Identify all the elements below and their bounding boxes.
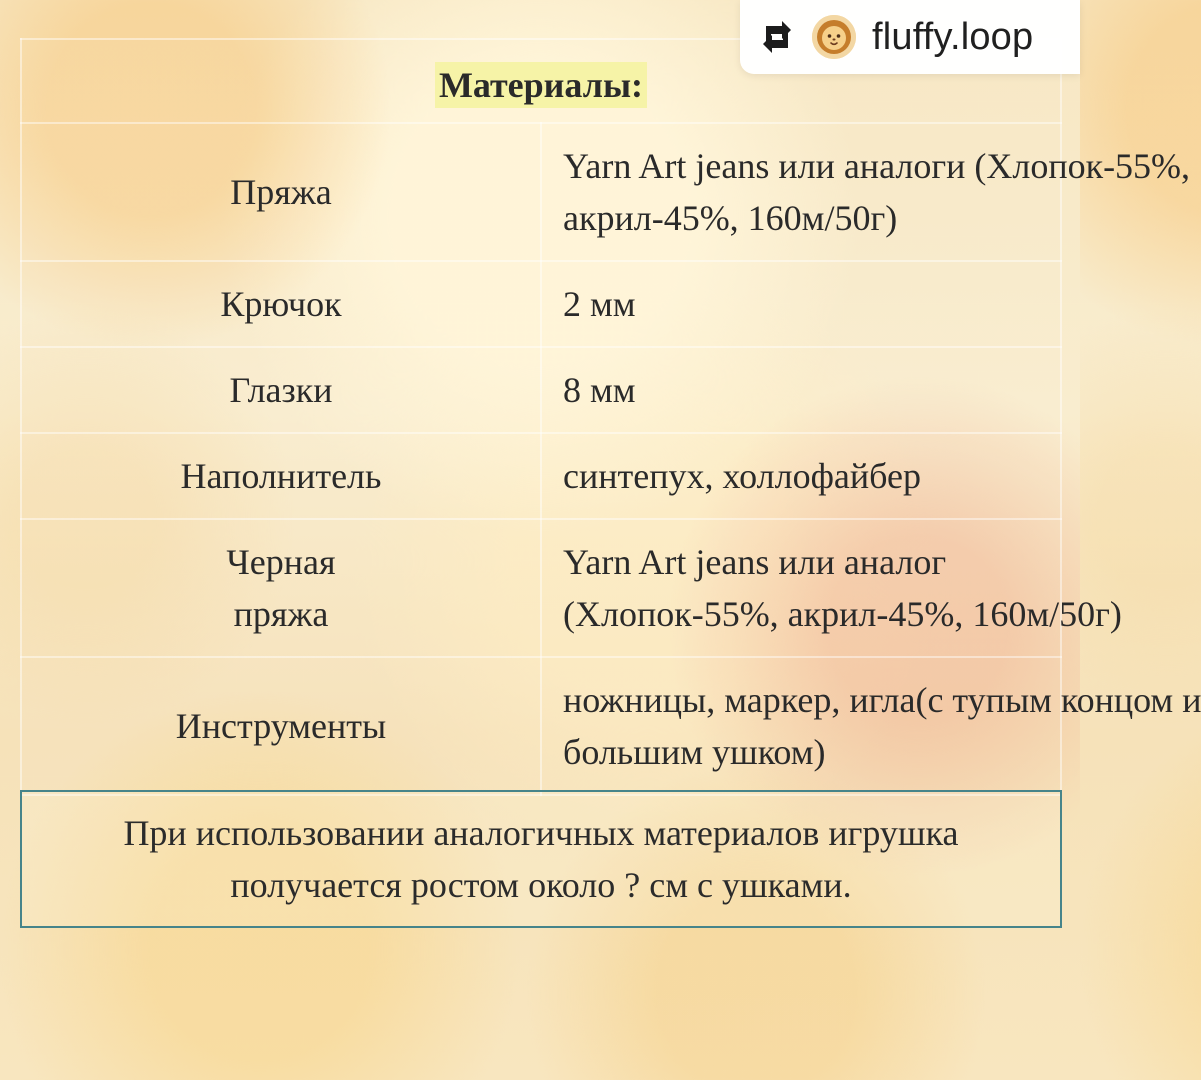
- material-value-cell: [541, 347, 1061, 433]
- material-label-cell: [21, 123, 541, 261]
- material-label: Инструменты: [175, 706, 387, 746]
- material-value-line: 2 мм: [563, 284, 636, 324]
- material-value-line: Yarn Art jeans или аналог: [563, 542, 947, 582]
- material-value-line: ножницы, маркер, игла(с тупым концом и: [563, 680, 1201, 720]
- material-value-cell: [541, 519, 1122, 657]
- materials-note-text: [123, 807, 958, 911]
- repost-username: fluffy.loop: [872, 16, 1034, 58]
- material-value-cell: [541, 261, 1061, 347]
- materials-note-box: [20, 790, 1062, 928]
- material-label-cell: [21, 657, 541, 795]
- material-value-line: акрил-45%, 160м/50г): [563, 198, 898, 238]
- material-label-cell: [21, 433, 541, 519]
- material-value-cell: [541, 433, 1061, 519]
- material-value-line: Yarn Art jeans или аналоги (Хлопок-55%,: [563, 146, 1191, 186]
- material-value-line: (Хлопок-55%, акрил-45%, 160м/50г): [563, 594, 1122, 634]
- material-value-line: синтепух, холлофайбер: [563, 456, 921, 496]
- material-label-cell: [21, 347, 541, 433]
- table-row: [21, 433, 1061, 519]
- material-label: Глазки: [229, 370, 333, 410]
- materials-title: Материалы:: [435, 62, 647, 107]
- material-label: Пряжа: [230, 172, 332, 212]
- table-row: [21, 657, 1061, 795]
- note-line: При использовании аналогичных материалов игрушка: [123, 813, 959, 853]
- material-label-cell: [21, 519, 541, 657]
- table-row: [21, 347, 1061, 433]
- material-value-line: 8 мм: [563, 370, 636, 410]
- material-value-line: большим ушком): [563, 732, 826, 772]
- material-value-cell: [541, 657, 1201, 795]
- material-label-line: Черная: [226, 542, 336, 582]
- lion-avatar-icon: [812, 15, 856, 59]
- material-label-cell: [21, 261, 541, 347]
- note-line: получается ростом около ? см с ушками.: [230, 865, 852, 905]
- material-label-line: пряжа: [233, 594, 329, 634]
- material-label: Наполнитель: [180, 456, 382, 496]
- table-row: [21, 261, 1061, 347]
- material-value-cell: [541, 123, 1191, 261]
- materials-table: [20, 38, 1201, 796]
- repost-icon: [756, 16, 798, 58]
- materials-table-wrap: [20, 38, 1201, 788]
- material-label: Крючок: [220, 284, 342, 324]
- table-row: [21, 123, 1061, 261]
- repost-badge: [740, 0, 1080, 74]
- table-row: [21, 519, 1061, 657]
